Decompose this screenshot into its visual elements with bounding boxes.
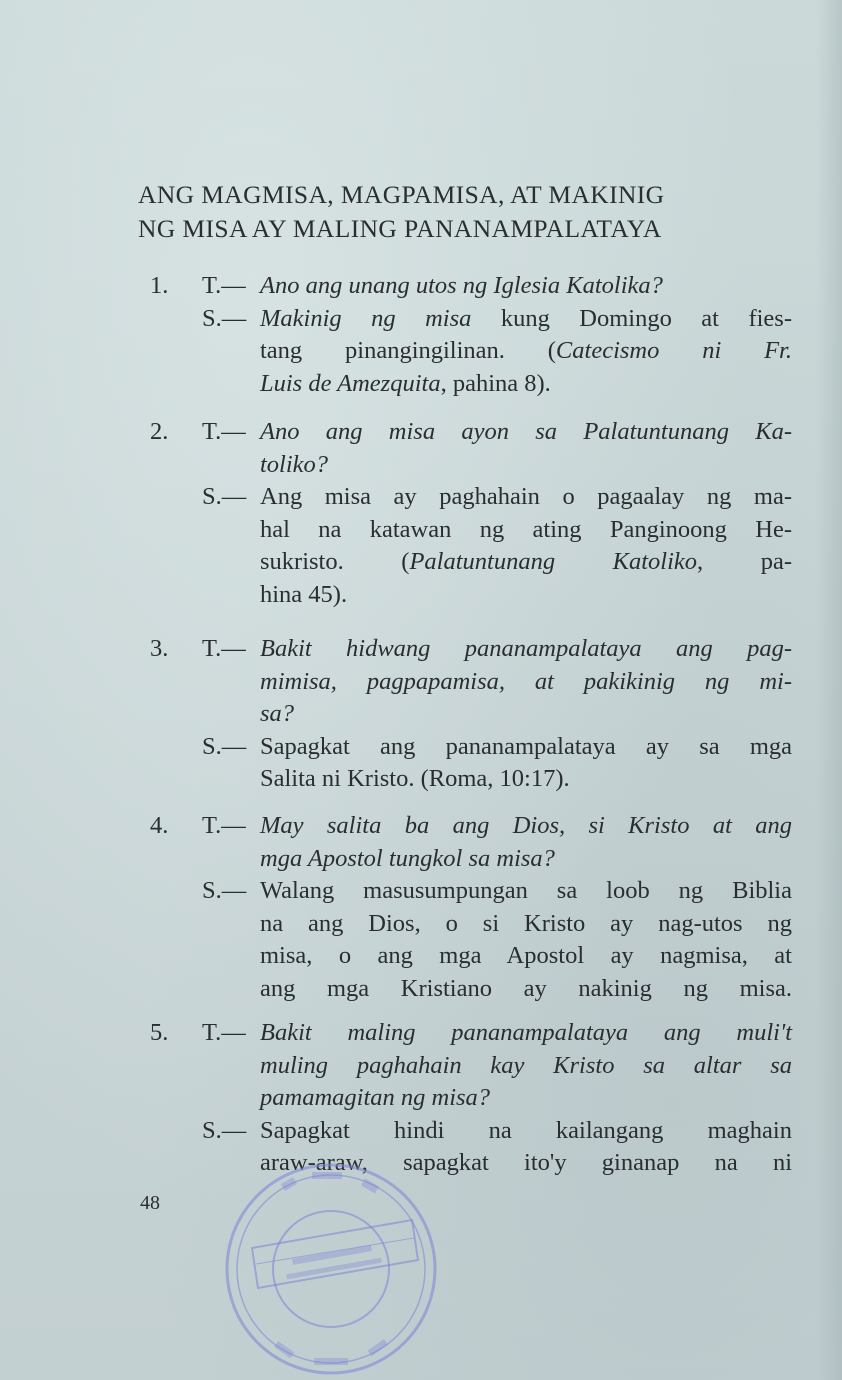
item-number: 4. (150, 812, 169, 839)
question-line: Bakit hidwang pananampalataya ang pag- (260, 635, 792, 662)
question-prefix: T.— (202, 418, 246, 445)
answer-text (202, 731, 792, 796)
question-line: Ano ang unang utos ng Iglesia Katolika? (260, 272, 663, 299)
answer-italic: Luis de Amezquita (260, 369, 441, 397)
answer-text (202, 875, 792, 1005)
chapter-heading (138, 178, 798, 246)
question-line: mga Apostol tungkol sa misa? (260, 844, 555, 872)
answer-italic: Catecismo ni Fr. (555, 337, 792, 364)
answer-prefix: S.— (202, 483, 247, 510)
item-number: 5. (150, 1019, 169, 1046)
answer-line: kung Domingo at fies- (471, 304, 792, 332)
page-edge-shadow (816, 0, 842, 1380)
answer-line: misa, o ang mga Apostol ay nagmisa, at (260, 942, 792, 969)
answer-line: , pahina 8). (440, 369, 551, 397)
question-prefix: T.— (202, 812, 246, 839)
answer-prefix: S.— (202, 1116, 247, 1144)
question-line: pamamagitan ng misa? (260, 1084, 491, 1111)
answer-prefix: S.— (202, 732, 247, 760)
answer-line: Walang masusumpungan sa loob ng Biblia (260, 877, 792, 904)
question-text (202, 416, 792, 481)
question-prefix: T.— (202, 1019, 246, 1046)
answer-prefix: S.— (202, 877, 247, 904)
answer-line: Sapagkat ang pananampalataya ay sa mga (260, 732, 792, 760)
question-line: toliko? (260, 450, 329, 478)
answer-text (202, 303, 792, 401)
question-prefix: T.— (202, 272, 246, 299)
answer-prefix: S.— (202, 304, 247, 332)
answer-line: , pa- (697, 548, 792, 575)
heading-line-2: NG MISA AY MALING PANANAMPALATAYA (138, 214, 662, 243)
question-line: Ano ang misa ayon sa Palatuntunang Ka- (260, 418, 792, 445)
question-prefix: T.— (202, 635, 246, 662)
answer-line: hina 45). (260, 580, 348, 608)
item-number: 3. (150, 635, 169, 662)
question-text (202, 810, 792, 875)
item-number: 1. (150, 272, 169, 299)
question-line: sa? (260, 700, 295, 727)
answer-line: tang pinangingilinan. ( (260, 337, 556, 364)
answer-line: Ang misa ay paghahain o pagaalay ng ma- (260, 483, 792, 510)
library-stamp-icon (222, 1160, 440, 1378)
answer-italic: Makinig ng misa (260, 304, 472, 332)
answer-italic: Palatuntunang Katoliko (409, 548, 698, 575)
question-text (202, 633, 792, 731)
answer-line: Sapagkat hindi na kailangang maghain (260, 1116, 792, 1144)
question-line: Bakit maling pananampalataya ang muli't (260, 1019, 792, 1046)
question-line: May salita ba ang Dios, si Kristo at ang (260, 812, 792, 839)
page-number: 48 (140, 1192, 160, 1214)
answer-line: na ang Dios, o si Kristo ay nag-utos ng (260, 909, 792, 937)
heading-line-1: ANG MAGMISA, MAGPAMISA, AT MAKINIG (138, 180, 665, 209)
question-line: mimisa, pagpapamisa, at pakikinig ng mi- (260, 667, 792, 695)
item-number: 2. (150, 418, 169, 445)
answer-line: ang mga Kristiano ay nakinig ng misa. (260, 974, 792, 1002)
answer-line: hal na katawan ng ating Panginoong He- (260, 515, 792, 543)
question-text (202, 270, 792, 303)
answer-line: sukristo. ( (260, 548, 410, 575)
answer-line: Salita ni Kristo. (Roma, 10:17). (260, 765, 570, 792)
answer-text (202, 481, 792, 611)
question-line: muling paghahain kay Kristo sa altar sa (260, 1051, 792, 1079)
question-text (202, 1017, 792, 1115)
answer-line: araw-araw, sapagkat ito'y ginanap na ni (260, 1149, 792, 1176)
